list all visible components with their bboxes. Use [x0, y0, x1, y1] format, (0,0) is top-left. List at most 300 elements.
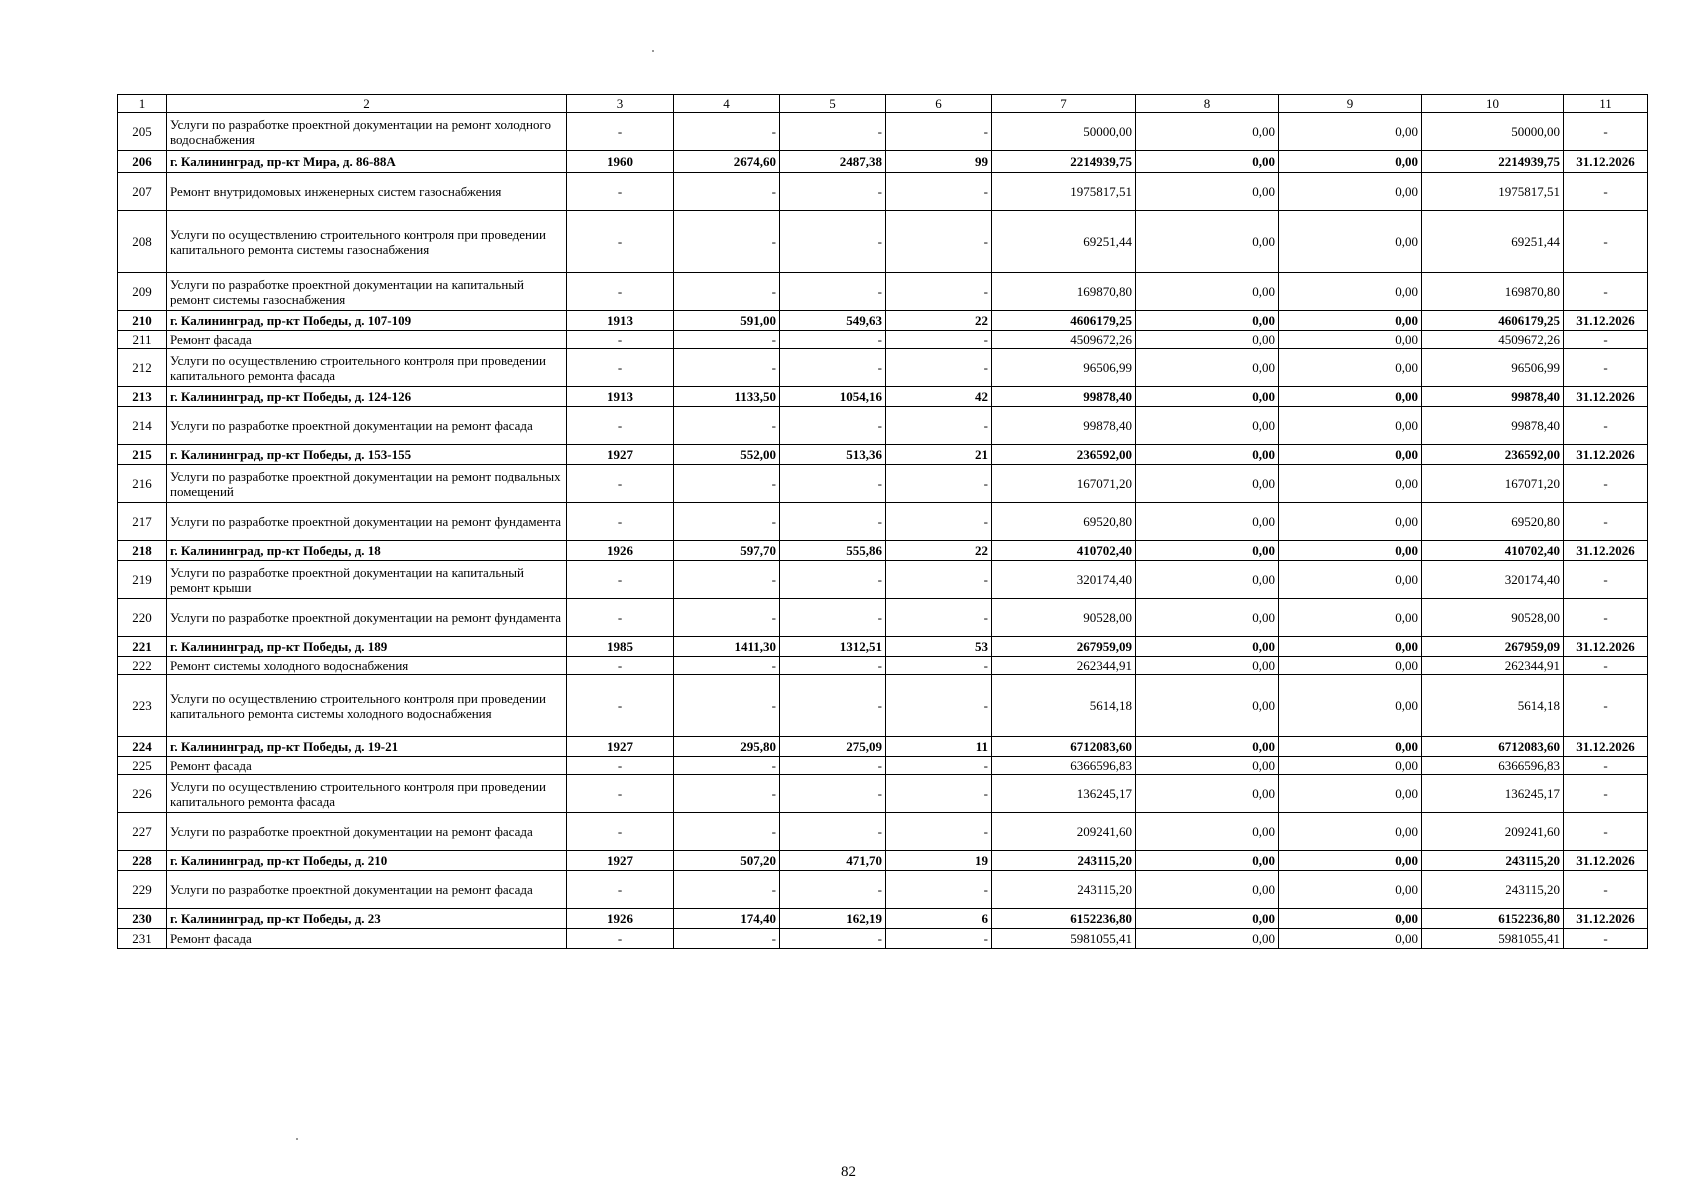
living-area-cell: 2487,38 [780, 151, 886, 173]
cost-fund-cell: 0,00 [1136, 737, 1279, 757]
total-area-cell: 552,00 [674, 445, 780, 465]
row-number-cell: 223 [118, 675, 167, 737]
cost-owners-cell: 0,00 [1279, 445, 1422, 465]
total-area-cell: - [674, 407, 780, 445]
address-row [118, 637, 1648, 657]
deadline-cell: - [1564, 675, 1648, 737]
deadline-cell: - [1564, 775, 1648, 813]
row-number-cell: 222 [118, 657, 167, 675]
work-row [118, 407, 1648, 445]
total-area-cell: - [674, 599, 780, 637]
cost-total-cell: 99878,40 [992, 387, 1136, 407]
living-area-cell: 1054,16 [780, 387, 886, 407]
row-number-cell: 228 [118, 851, 167, 871]
cost-total-cell: 267959,09 [992, 637, 1136, 657]
object-name-cell: Услуги по разработке проектной документации на ремонт фундамента [167, 503, 567, 541]
cost-owners-cell: 0,00 [1279, 757, 1422, 775]
column-number: 10 [1422, 95, 1564, 113]
residents-count-cell: 19 [886, 851, 992, 871]
cost-fund-cell: 0,00 [1136, 349, 1279, 387]
residents-count-cell: - [886, 465, 992, 503]
cost-owners-cell: 0,00 [1279, 737, 1422, 757]
residents-count-cell: 21 [886, 445, 992, 465]
residents-count-cell: - [886, 331, 992, 349]
residents-count-cell: - [886, 273, 992, 311]
residents-count-cell: 42 [886, 387, 992, 407]
cost-owners-cell: 0,00 [1279, 599, 1422, 637]
table-body [118, 113, 1648, 949]
cost-other-cell: 320174,40 [1422, 561, 1564, 599]
row-number-cell: 230 [118, 909, 167, 929]
object-name-cell: Ремонт внутридомовых инженерных систем газоснабжения [167, 173, 567, 211]
object-name-cell: г. Калининград, пр-кт Победы, д. 210 [167, 851, 567, 871]
cost-fund-cell: 0,00 [1136, 173, 1279, 211]
row-number-cell: 224 [118, 737, 167, 757]
deadline-cell: 31.12.2026 [1564, 737, 1648, 757]
residents-count-cell: - [886, 657, 992, 675]
total-area-cell: - [674, 113, 780, 151]
object-name-cell: Услуги по разработке проектной документации на ремонт фасада [167, 871, 567, 909]
cost-total-cell: 4509672,26 [992, 331, 1136, 349]
object-name-cell: Ремонт системы холодного водоснабжения [167, 657, 567, 675]
object-name-cell: Услуги по разработке проектной документации на капитальный ремонт крыши [167, 561, 567, 599]
living-area-cell: 162,19 [780, 909, 886, 929]
residents-count-cell: - [886, 407, 992, 445]
cost-owners-cell: 0,00 [1279, 871, 1422, 909]
cost-total-cell: 410702,40 [992, 541, 1136, 561]
deadline-cell: - [1564, 349, 1648, 387]
year-built-cell: - [567, 813, 674, 851]
cost-owners-cell: 0,00 [1279, 331, 1422, 349]
living-area-cell: - [780, 349, 886, 387]
deadline-cell: - [1564, 273, 1648, 311]
residents-count-cell: 22 [886, 311, 992, 331]
residents-count-cell: 22 [886, 541, 992, 561]
row-number-cell: 208 [118, 211, 167, 273]
cost-owners-cell: 0,00 [1279, 541, 1422, 561]
cost-owners-cell: 0,00 [1279, 151, 1422, 173]
cost-owners-cell: 0,00 [1279, 407, 1422, 445]
year-built-cell: 1927 [567, 445, 674, 465]
object-name-cell: Услуги по осуществлению строительного контроля при проведении капитального ремонта системы газоснабжения [167, 211, 567, 273]
residents-count-cell: - [886, 349, 992, 387]
total-area-cell: - [674, 775, 780, 813]
total-area-cell: 1133,50 [674, 387, 780, 407]
cost-total-cell: 1975817,51 [992, 173, 1136, 211]
total-area-cell: - [674, 465, 780, 503]
work-row [118, 657, 1648, 675]
living-area-cell: - [780, 173, 886, 211]
work-row [118, 813, 1648, 851]
cost-owners-cell: 0,00 [1279, 113, 1422, 151]
cost-total-cell: 69251,44 [992, 211, 1136, 273]
cost-other-cell: 1975817,51 [1422, 173, 1564, 211]
deadline-cell: 31.12.2026 [1564, 387, 1648, 407]
cost-owners-cell: 0,00 [1279, 675, 1422, 737]
work-row [118, 561, 1648, 599]
residents-count-cell: - [886, 675, 992, 737]
cost-total-cell: 4606179,25 [992, 311, 1136, 331]
column-number: 8 [1136, 95, 1279, 113]
cost-total-cell: 69520,80 [992, 503, 1136, 541]
cost-other-cell: 169870,80 [1422, 273, 1564, 311]
residents-count-cell: - [886, 757, 992, 775]
work-row [118, 599, 1648, 637]
deadline-cell: - [1564, 657, 1648, 675]
deadline-cell: - [1564, 503, 1648, 541]
year-built-cell: - [567, 929, 674, 949]
residents-count-cell: - [886, 813, 992, 851]
row-number-cell: 209 [118, 273, 167, 311]
row-number-cell: 231 [118, 929, 167, 949]
cost-other-cell: 243115,20 [1422, 851, 1564, 871]
cost-total-cell: 2214939,75 [992, 151, 1136, 173]
cost-fund-cell: 0,00 [1136, 561, 1279, 599]
deadline-cell: - [1564, 211, 1648, 273]
cost-fund-cell: 0,00 [1136, 273, 1279, 311]
cost-fund-cell: 0,00 [1136, 113, 1279, 151]
column-number-row [118, 95, 1648, 113]
cost-owners-cell: 0,00 [1279, 311, 1422, 331]
cost-total-cell: 236592,00 [992, 445, 1136, 465]
object-name-cell: г. Калининград, пр-кт Победы, д. 107-109 [167, 311, 567, 331]
year-built-cell: 1927 [567, 737, 674, 757]
column-number: 5 [780, 95, 886, 113]
row-number-cell: 220 [118, 599, 167, 637]
year-built-cell: 1913 [567, 311, 674, 331]
object-name-cell: Услуги по разработке проектной документации на ремонт фасада [167, 407, 567, 445]
total-area-cell: - [674, 349, 780, 387]
page-number: 82 [841, 1164, 856, 1180]
year-built-cell: 1960 [567, 151, 674, 173]
object-name-cell: г. Калининград, пр-кт Победы, д. 18 [167, 541, 567, 561]
deadline-cell: 31.12.2026 [1564, 311, 1648, 331]
year-built-cell: - [567, 503, 674, 541]
cost-other-cell: 99878,40 [1422, 407, 1564, 445]
cost-fund-cell: 0,00 [1136, 909, 1279, 929]
work-row [118, 757, 1648, 775]
living-area-cell: - [780, 675, 886, 737]
cost-owners-cell: 0,00 [1279, 349, 1422, 387]
total-area-cell: - [674, 675, 780, 737]
cost-owners-cell: 0,00 [1279, 211, 1422, 273]
living-area-cell: 549,63 [780, 311, 886, 331]
object-name-cell: Ремонт фасада [167, 757, 567, 775]
cost-other-cell: 262344,91 [1422, 657, 1564, 675]
cost-other-cell: 69520,80 [1422, 503, 1564, 541]
address-row [118, 541, 1648, 561]
year-built-cell: - [567, 871, 674, 909]
cost-fund-cell: 0,00 [1136, 775, 1279, 813]
cost-total-cell: 5981055,41 [992, 929, 1136, 949]
residents-count-cell: 6 [886, 909, 992, 929]
object-name-cell: Услуги по осуществлению строительного контроля при проведении капитального ремонта фасада [167, 775, 567, 813]
deadline-cell: 31.12.2026 [1564, 151, 1648, 173]
total-area-cell: - [674, 173, 780, 211]
work-row [118, 211, 1648, 273]
cost-other-cell: 6366596,83 [1422, 757, 1564, 775]
total-area-cell: - [674, 331, 780, 349]
object-name-cell: Услуги по осуществлению строительного контроля при проведении капитального ремонта фасада [167, 349, 567, 387]
cost-owners-cell: 0,00 [1279, 929, 1422, 949]
deadline-cell: 31.12.2026 [1564, 909, 1648, 929]
cost-total-cell: 167071,20 [992, 465, 1136, 503]
living-area-cell: - [780, 813, 886, 851]
total-area-cell: 174,40 [674, 909, 780, 929]
total-area-cell: 591,00 [674, 311, 780, 331]
living-area-cell: - [780, 561, 886, 599]
year-built-cell: - [567, 349, 674, 387]
cost-other-cell: 6152236,80 [1422, 909, 1564, 929]
year-built-cell: - [567, 657, 674, 675]
deadline-cell: - [1564, 465, 1648, 503]
address-row [118, 851, 1648, 871]
work-row [118, 273, 1648, 311]
deadline-cell: - [1564, 113, 1648, 151]
work-row [118, 503, 1648, 541]
cost-fund-cell: 0,00 [1136, 757, 1279, 775]
row-number-cell: 217 [118, 503, 167, 541]
cost-total-cell: 6366596,83 [992, 757, 1136, 775]
object-name-cell: Услуги по разработке проектной документации на капитальный ремонт системы газоснабжения [167, 273, 567, 311]
column-number: 3 [567, 95, 674, 113]
scan-speck [296, 1138, 298, 1140]
cost-other-cell: 2214939,75 [1422, 151, 1564, 173]
cost-fund-cell: 0,00 [1136, 387, 1279, 407]
cost-fund-cell: 0,00 [1136, 929, 1279, 949]
total-area-cell: - [674, 757, 780, 775]
deadline-cell: - [1564, 331, 1648, 349]
living-area-cell: 275,09 [780, 737, 886, 757]
cost-total-cell: 90528,00 [992, 599, 1136, 637]
total-area-cell: - [674, 813, 780, 851]
work-row [118, 465, 1648, 503]
object-name-cell: Услуги по осуществлению строительного контроля при проведении капитального ремонта системы холодного водоснабжения [167, 675, 567, 737]
cost-total-cell: 243115,20 [992, 871, 1136, 909]
residents-count-cell: - [886, 173, 992, 211]
row-number-cell: 211 [118, 331, 167, 349]
cost-other-cell: 5981055,41 [1422, 929, 1564, 949]
year-built-cell: - [567, 407, 674, 445]
cost-other-cell: 136245,17 [1422, 775, 1564, 813]
row-number-cell: 225 [118, 757, 167, 775]
year-built-cell: - [567, 675, 674, 737]
cost-fund-cell: 0,00 [1136, 675, 1279, 737]
total-area-cell: 507,20 [674, 851, 780, 871]
cost-fund-cell: 0,00 [1136, 541, 1279, 561]
work-row [118, 173, 1648, 211]
total-area-cell: - [674, 929, 780, 949]
residents-count-cell: - [886, 929, 992, 949]
cost-fund-cell: 0,00 [1136, 871, 1279, 909]
object-name-cell: Услуги по разработке проектной документации на ремонт фасада [167, 813, 567, 851]
deadline-cell: - [1564, 599, 1648, 637]
cost-fund-cell: 0,00 [1136, 151, 1279, 173]
cost-total-cell: 50000,00 [992, 113, 1136, 151]
cost-fund-cell: 0,00 [1136, 407, 1279, 445]
object-name-cell: г. Калининград, пр-кт Победы, д. 23 [167, 909, 567, 929]
cost-fund-cell: 0,00 [1136, 637, 1279, 657]
work-row [118, 929, 1648, 949]
cost-owners-cell: 0,00 [1279, 561, 1422, 599]
living-area-cell: - [780, 465, 886, 503]
year-built-cell: 1926 [567, 541, 674, 561]
cost-owners-cell: 0,00 [1279, 173, 1422, 211]
living-area-cell: - [780, 871, 886, 909]
work-row [118, 871, 1648, 909]
year-built-cell: 1913 [567, 387, 674, 407]
row-number-cell: 213 [118, 387, 167, 407]
deadline-cell: - [1564, 173, 1648, 211]
living-area-cell: - [780, 407, 886, 445]
cost-owners-cell: 0,00 [1279, 465, 1422, 503]
work-row [118, 775, 1648, 813]
year-built-cell: - [567, 757, 674, 775]
address-row [118, 311, 1648, 331]
residents-count-cell: - [886, 599, 992, 637]
row-number-cell: 210 [118, 311, 167, 331]
cost-fund-cell: 0,00 [1136, 657, 1279, 675]
object-name-cell: г. Калининград, пр-кт Победы, д. 153-155 [167, 445, 567, 465]
year-built-cell: - [567, 273, 674, 311]
year-built-cell: - [567, 113, 674, 151]
object-name-cell: Услуги по разработке проектной документации на ремонт фундамента [167, 599, 567, 637]
cost-total-cell: 96506,99 [992, 349, 1136, 387]
cost-other-cell: 6712083,60 [1422, 737, 1564, 757]
residents-count-cell: - [886, 113, 992, 151]
column-number: 4 [674, 95, 780, 113]
column-number: 2 [167, 95, 567, 113]
cost-other-cell: 96506,99 [1422, 349, 1564, 387]
cost-total-cell: 136245,17 [992, 775, 1136, 813]
year-built-cell: 1985 [567, 637, 674, 657]
column-number: 6 [886, 95, 992, 113]
address-row [118, 909, 1648, 929]
object-name-cell: Услуги по разработке проектной документации на ремонт подвальных помещений [167, 465, 567, 503]
year-built-cell: - [567, 465, 674, 503]
deadline-cell: - [1564, 929, 1648, 949]
cost-owners-cell: 0,00 [1279, 909, 1422, 929]
total-area-cell: - [674, 273, 780, 311]
cost-other-cell: 167071,20 [1422, 465, 1564, 503]
year-built-cell: 1926 [567, 909, 674, 929]
year-built-cell: - [567, 173, 674, 211]
total-area-cell: 597,70 [674, 541, 780, 561]
year-built-cell: 1927 [567, 851, 674, 871]
row-number-cell: 212 [118, 349, 167, 387]
row-number-cell: 219 [118, 561, 167, 599]
deadline-cell: - [1564, 757, 1648, 775]
address-row [118, 151, 1648, 173]
residents-count-cell: 11 [886, 737, 992, 757]
living-area-cell: - [780, 757, 886, 775]
row-number-cell: 218 [118, 541, 167, 561]
cost-total-cell: 99878,40 [992, 407, 1136, 445]
row-number-cell: 226 [118, 775, 167, 813]
cost-owners-cell: 0,00 [1279, 387, 1422, 407]
cost-other-cell: 243115,20 [1422, 871, 1564, 909]
row-number-cell: 216 [118, 465, 167, 503]
total-area-cell: - [674, 871, 780, 909]
scan-speck [652, 50, 654, 52]
living-area-cell: 513,36 [780, 445, 886, 465]
cost-total-cell: 169870,80 [992, 273, 1136, 311]
cost-fund-cell: 0,00 [1136, 813, 1279, 851]
residents-count-cell: - [886, 561, 992, 599]
living-area-cell: - [780, 211, 886, 273]
cost-other-cell: 50000,00 [1422, 113, 1564, 151]
cost-owners-cell: 0,00 [1279, 813, 1422, 851]
deadline-cell: 31.12.2026 [1564, 637, 1648, 657]
work-row [118, 331, 1648, 349]
cost-fund-cell: 0,00 [1136, 599, 1279, 637]
object-name-cell: Ремонт фасада [167, 331, 567, 349]
cost-owners-cell: 0,00 [1279, 657, 1422, 675]
address-row [118, 387, 1648, 407]
living-area-cell: 1312,51 [780, 637, 886, 657]
total-area-cell: - [674, 657, 780, 675]
cost-other-cell: 99878,40 [1422, 387, 1564, 407]
living-area-cell: - [780, 775, 886, 813]
address-row [118, 737, 1648, 757]
cost-fund-cell: 0,00 [1136, 331, 1279, 349]
deadline-cell: 31.12.2026 [1564, 541, 1648, 561]
residents-count-cell: 53 [886, 637, 992, 657]
work-row [118, 349, 1648, 387]
living-area-cell: - [780, 599, 886, 637]
deadline-cell: - [1564, 407, 1648, 445]
cost-total-cell: 209241,60 [992, 813, 1136, 851]
cost-other-cell: 410702,40 [1422, 541, 1564, 561]
work-row [118, 113, 1648, 151]
total-area-cell: - [674, 561, 780, 599]
living-area-cell: - [780, 273, 886, 311]
living-area-cell: - [780, 929, 886, 949]
cost-other-cell: 209241,60 [1422, 813, 1564, 851]
cost-owners-cell: 0,00 [1279, 775, 1422, 813]
deadline-cell: - [1564, 813, 1648, 851]
row-number-cell: 227 [118, 813, 167, 851]
cost-total-cell: 262344,91 [992, 657, 1136, 675]
cost-total-cell: 6712083,60 [992, 737, 1136, 757]
cost-fund-cell: 0,00 [1136, 445, 1279, 465]
row-number-cell: 207 [118, 173, 167, 211]
cost-other-cell: 4509672,26 [1422, 331, 1564, 349]
total-area-cell: - [674, 211, 780, 273]
residents-count-cell: 99 [886, 151, 992, 173]
living-area-cell: - [780, 503, 886, 541]
total-area-cell: 1411,30 [674, 637, 780, 657]
living-area-cell: 555,86 [780, 541, 886, 561]
year-built-cell: - [567, 211, 674, 273]
object-name-cell: г. Калининград, пр-кт Победы, д. 124-126 [167, 387, 567, 407]
row-number-cell: 206 [118, 151, 167, 173]
residents-count-cell: - [886, 775, 992, 813]
row-number-cell: 205 [118, 113, 167, 151]
cost-total-cell: 5614,18 [992, 675, 1136, 737]
row-number-cell: 229 [118, 871, 167, 909]
row-number-cell: 215 [118, 445, 167, 465]
deadline-cell: 31.12.2026 [1564, 851, 1648, 871]
year-built-cell: - [567, 599, 674, 637]
deadline-cell: - [1564, 871, 1648, 909]
cost-fund-cell: 0,00 [1136, 311, 1279, 331]
cost-other-cell: 5614,18 [1422, 675, 1564, 737]
row-number-cell: 221 [118, 637, 167, 657]
year-built-cell: - [567, 775, 674, 813]
cost-owners-cell: 0,00 [1279, 637, 1422, 657]
total-area-cell: 2674,60 [674, 151, 780, 173]
